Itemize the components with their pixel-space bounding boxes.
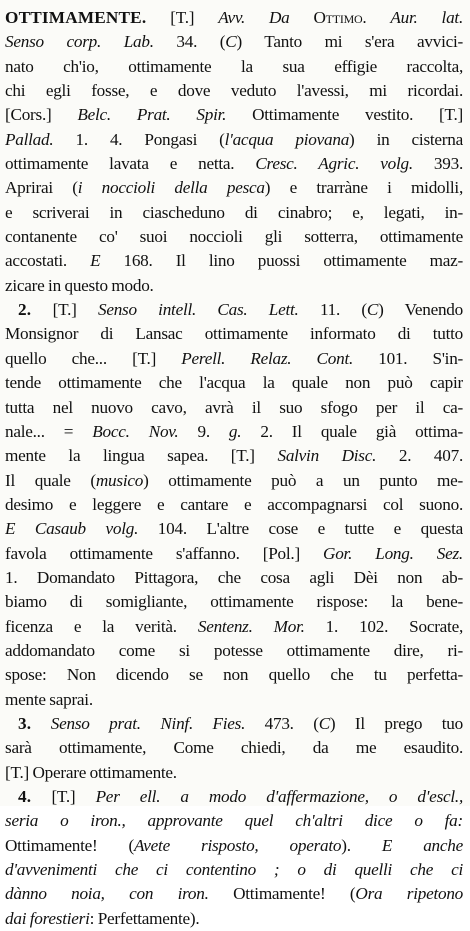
- text-line: [5, 176, 463, 200]
- italic-citation: Ora ripetono: [355, 884, 463, 904]
- text-run: zicare in questo modo.: [5, 275, 154, 295]
- text-run: Aprirai (: [5, 178, 78, 198]
- text-line: [5, 396, 463, 420]
- text-run: 9.: [178, 421, 229, 441]
- text-line: [5, 55, 463, 79]
- text-run: ) Il prego tuo: [329, 713, 463, 733]
- italic-citation: dai forestieri: [5, 908, 90, 928]
- text-run: nato ch'io, ottimamente la sua effigie raccolta,: [5, 56, 463, 76]
- text-run: [Cors.]: [5, 105, 78, 125]
- text-line: [5, 322, 463, 346]
- italic-citation: Gor. Long. Sez.: [323, 543, 463, 563]
- text-run: [T.]: [31, 300, 98, 320]
- text-line: [5, 225, 463, 249]
- text-line: [5, 761, 463, 785]
- italic-citation: C: [225, 32, 237, 52]
- italic-citation: E Casaub volg.: [5, 519, 139, 539]
- text-line: [5, 347, 463, 371]
- text-line: [5, 542, 463, 566]
- text-line: [5, 79, 463, 103]
- text-run: [31, 714, 51, 733]
- italic-citation: Senso prat. Ninf. Fies.: [50, 713, 246, 733]
- text-line: [5, 907, 463, 931]
- text-run: [T.] Operare ottimamente.: [5, 762, 177, 782]
- text-run: accostati.: [5, 251, 91, 271]
- text-line: [5, 517, 463, 541]
- italic-citation: seria o iron., approvante quel ch'altri dice o fa:: [5, 811, 463, 831]
- text-line: [5, 688, 463, 712]
- sense-number: 2.: [18, 300, 32, 320]
- text-run: ) Tanto mi s'era avvici-: [236, 32, 463, 52]
- italic-citation: musico: [95, 470, 144, 490]
- text-run: ) in cisterna: [349, 129, 463, 149]
- dictionary-entry-ottimamente: [5, 6, 463, 931]
- italic-citation: Per ell. a modo d'affermazione, o d'escl.,: [95, 787, 463, 806]
- text-run: ).: [341, 835, 382, 855]
- text-run: desimo e leggere e cantare e accompagnarsi col suono.: [5, 494, 463, 514]
- sense-start-line: [5, 712, 463, 736]
- text-line: [5, 858, 463, 882]
- italic-citation: Salvin Disc.: [277, 446, 377, 466]
- text-line: [5, 590, 463, 614]
- text-line: [5, 103, 463, 127]
- text-run: 101. S'in-: [353, 348, 463, 368]
- italic-citation: Sentenz. Mor.: [197, 616, 305, 636]
- text-run: addomandato come si potesse ottimamente dire, ri-: [5, 640, 463, 660]
- italic-citation: E anche: [381, 835, 463, 855]
- text-run: mente la lingua sapea. [T.]: [5, 446, 278, 466]
- text-run: 2. Il quale già ottima-: [241, 421, 463, 441]
- text-run: spose: Non dicendo se non quello che tu perfetta-: [5, 665, 463, 685]
- text-line: [5, 6, 463, 30]
- text-run: [T.]: [146, 8, 219, 27]
- text-line: [5, 420, 463, 444]
- text-run: 168. Il lino puossi ottimamente maz-: [100, 251, 463, 271]
- text-line: [5, 493, 463, 517]
- text-run: 11. (: [298, 300, 367, 320]
- text-run: chi egli fosse, e dove veduto l'avessi, mi ricordai.: [5, 81, 463, 101]
- text-line: [5, 371, 463, 395]
- text-run: 34. (: [153, 32, 226, 52]
- italic-citation: i noccioli della pesca: [77, 178, 265, 198]
- text-run: e scriverai in ciascheduno di cinabro; e, legati, in-: [5, 202, 463, 222]
- text-run: sarà ottimamente, Come chiedi, da me esaudito.: [5, 738, 463, 758]
- text-line: [5, 834, 463, 858]
- text-run: Il quale (: [5, 470, 96, 490]
- italic-citation: Perell. Relaz. Cont.: [181, 348, 354, 368]
- text-run: ficenza e la verità.: [5, 616, 198, 636]
- text-run: Ottimamente! (: [5, 835, 134, 855]
- text-line: [5, 128, 463, 152]
- text-run: 2. 407.: [376, 446, 463, 466]
- sense-number: 4.: [18, 787, 32, 806]
- text-line: [5, 882, 463, 906]
- italic-citation: Aur. lat.: [390, 8, 463, 27]
- text-run: Ottimamente vestito. [T.]: [226, 105, 463, 125]
- text-run: ) e trarràne i midolli,: [264, 178, 463, 198]
- text-run: biamo di somigliante, ottimamente rispose: la bene-: [5, 592, 463, 612]
- text-run: ) Venendo: [378, 300, 463, 320]
- italic-citation: E: [90, 251, 101, 271]
- text-run: 473. (: [245, 713, 319, 733]
- text-line: [5, 249, 463, 273]
- text-run: favola ottimamente s'affanno. [Pol.]: [5, 543, 324, 563]
- italic-citation: Senso intell. Cas. Lett.: [97, 300, 299, 320]
- text-line: [5, 736, 463, 760]
- text-run: 393.: [412, 154, 463, 174]
- italic-citation: Belc. Prat. Spir.: [77, 105, 227, 125]
- text-run: : Perfettamente).: [89, 908, 200, 928]
- text-run: Monsignor di Lansac ottimamente informato di tutto: [5, 324, 463, 344]
- text-run: quello che... [T.]: [5, 348, 182, 368]
- sense-start-line: [5, 298, 463, 322]
- text-run: 1. 4. Pongasi (: [53, 129, 225, 149]
- text-line: [5, 566, 463, 590]
- text-run: [T.]: [31, 787, 96, 806]
- text-run: tutta nel nuovo cavo, avrà il suo sfogo per il ca-: [5, 397, 463, 417]
- text-line: [5, 639, 463, 663]
- italic-citation: dànno noia, con iron.: [5, 884, 209, 904]
- text-run: nale... =: [5, 421, 93, 441]
- italic-citation: Avv. Da: [218, 8, 314, 27]
- text-line: [5, 444, 463, 468]
- text-line: [5, 274, 463, 298]
- italic-citation: Bocc. Nov.: [92, 421, 179, 441]
- headword: OTTIMAMENTE.: [5, 8, 147, 27]
- text-run: contanente co' suoi noccioli gli sotterra, ottimamente: [5, 227, 463, 247]
- text-run: ) ottimamente può a un punto me-: [143, 470, 463, 490]
- italic-citation: g.: [228, 421, 242, 441]
- text-line: [5, 152, 463, 176]
- small-caps-reference: Ottimo: [313, 8, 363, 27]
- text-run: 104. L'altre cose e tutte e questa: [138, 519, 463, 539]
- italic-citation: Cresc. Agric. volg.: [255, 154, 413, 174]
- italic-citation: C: [318, 713, 330, 733]
- text-line: [5, 30, 463, 54]
- text-line: [5, 469, 463, 493]
- text-run: Ottimamente! (: [208, 884, 356, 904]
- text-run: .: [362, 8, 391, 27]
- text-run: mente saprai.: [5, 689, 93, 709]
- text-run: 1. Domandato Pittagora, che cosa agli Dèi non ab-: [5, 567, 463, 587]
- text-run: 1. 102. Socrate,: [304, 616, 463, 636]
- italic-citation: Pallad.: [5, 129, 54, 149]
- italic-citation: C: [366, 300, 379, 320]
- italic-citation: d'avvenimenti che ci contentino ; o di quelli che ci: [5, 860, 463, 880]
- italic-citation: Avete risposto, operato: [134, 835, 342, 855]
- italic-citation: Senso corp. Lab.: [5, 32, 154, 52]
- sense-number: 3.: [18, 713, 32, 733]
- text-line: [5, 809, 463, 833]
- text-line: [5, 615, 463, 639]
- text-line: [5, 201, 463, 225]
- text-run: tende ottimamente che l'acqua la quale non può capir: [5, 373, 463, 393]
- text-run: ottimamente lavata e netta.: [5, 154, 256, 174]
- text-line: [5, 663, 463, 687]
- italic-citation: l'acqua piovana: [224, 129, 350, 149]
